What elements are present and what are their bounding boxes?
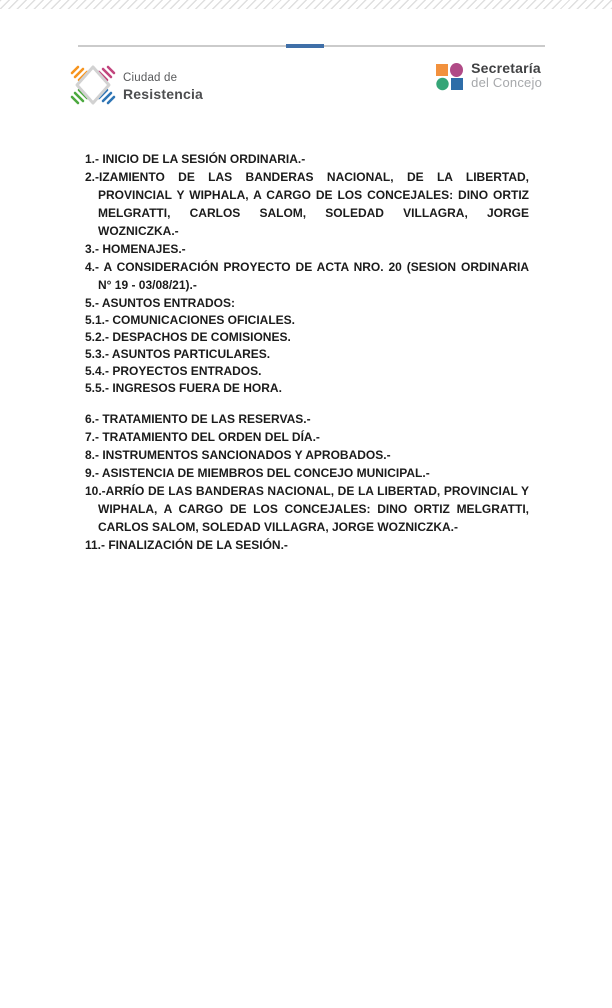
council-logo-text (471, 60, 542, 90)
agenda-item-10: 10.-ARRÍO DE LAS BANDERAS NACIONAL, DE LA LIBERTAD, PROVINCIAL Y WIPHALA, A CARGO DE LOS CONCEJALES: DINO ORTIZ MELGRATTI, CARLOS SALOM, SOLEDAD VILLAGRA, JORGE WOZNICZKA.- (85, 484, 529, 534)
city-logo-line1: Ciudad de (123, 72, 178, 84)
agenda-item-4: 4.- A CONSIDERACIÓN PROYECTO DE ACTA NRO. 20 (SESION ORDINARIA N° 19 - 03/08/21).- (85, 260, 529, 292)
divider-accent-segment (286, 44, 324, 48)
council-logo-line2: del Concejo (471, 75, 542, 90)
agenda-item-5-2: 5.2.- DESPACHOS DE COMISIONES. (85, 330, 291, 344)
agenda-item-2: 2.-IZAMIENTO DE LAS BANDERAS NACIONAL, DE LA LIBERTAD, PROVINCIAL Y WIPHALA, A CARGO DE LOS CONCEJALES: DINO ORTIZ MELGRATTI, CARLOS SALOM, SOLEDAD VILLAGRA, JORGE WOZNICZKA.- (85, 170, 529, 238)
agenda-item-5-1: 5.1.- COMUNICACIONES OFICIALES. (85, 313, 296, 327)
agenda-item-7: 7.- TRATAMIENTO DEL ORDEN DEL DÍA.- (85, 430, 320, 444)
agenda-item-6: 6.- TRATAMIENTO DE LAS RESERVAS.- (85, 412, 311, 426)
city-resistencia-diamond-icon (70, 60, 116, 110)
document-header (70, 60, 542, 110)
city-logo-line2: Resistencia (123, 86, 204, 102)
agenda-item-5-3: 5.3.- ASUNTOS PARTICULARES. (85, 347, 271, 361)
council-logo (436, 60, 542, 91)
agenda-item-5-group (85, 294, 529, 397)
agenda-item-3: 3.- HOMENAJES.- (85, 242, 186, 256)
top-hatch-decoration (0, 0, 612, 9)
council-blue-square (451, 78, 463, 90)
council-magenta-circle (450, 63, 463, 77)
city-logo (70, 60, 203, 110)
agenda-item-1: 1.- INICIO DE LA SESIÓN ORDINARIA.- (85, 152, 306, 166)
diamond-outline (77, 67, 109, 103)
agenda-item-5-5: 5.5.- INGRESOS FUERA DE HORA. (85, 381, 282, 395)
agenda-list (85, 150, 529, 554)
agenda-item-8: 8.- INSTRUMENTOS SANCIONADOS Y APROBADOS.- (85, 448, 391, 462)
agenda-item-11: 11.- FINALIZACIÓN DE LA SESIÓN.- (85, 538, 288, 552)
council-shapes-icon (436, 63, 464, 91)
header-divider (78, 45, 545, 47)
agenda-item-9: 9.- ASISTENCIA DE MIEMBROS DEL CONCEJO MUNICIPAL.- (85, 466, 430, 480)
agenda-item-5-heading: 5.- ASUNTOS ENTRADOS: (85, 296, 236, 310)
council-orange-square (436, 64, 448, 76)
agenda-item-5-4: 5.4.- PROYECTOS ENTRADOS. (85, 364, 262, 378)
city-logo-text (123, 60, 203, 102)
council-teal-circle (436, 78, 448, 90)
council-logo-line1: Secretaría (471, 60, 541, 76)
